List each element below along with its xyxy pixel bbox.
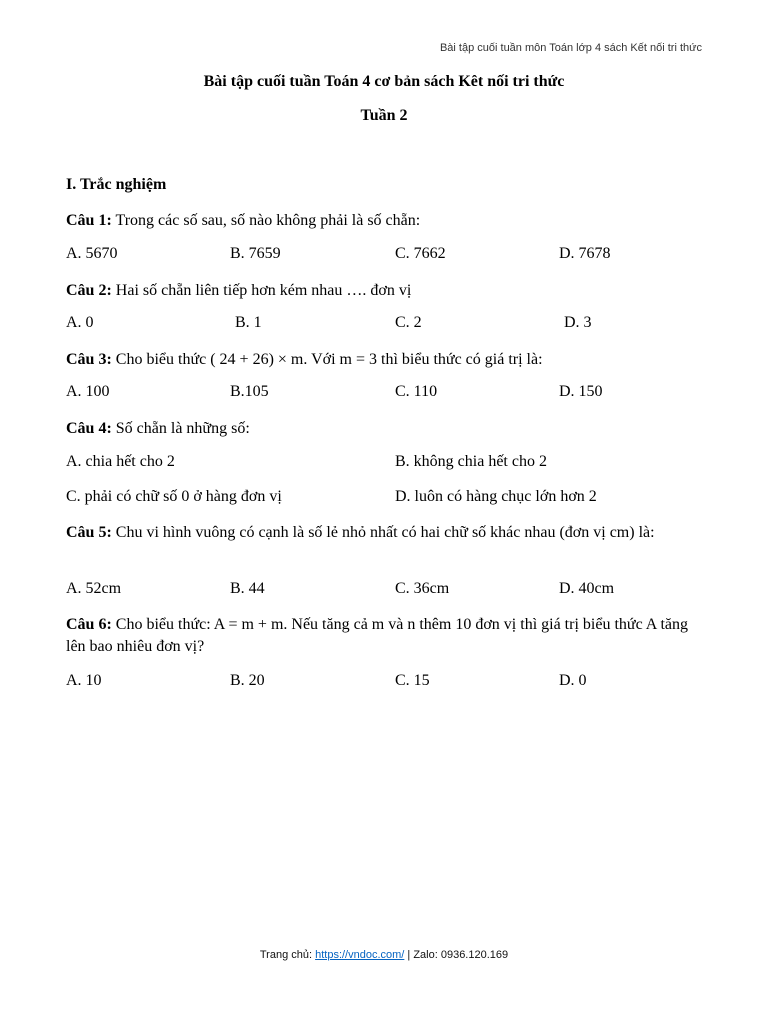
option-d: D. 150: [559, 383, 603, 400]
question-text: Hai số chẵn liên tiếp hơn kém nhau …. đơn vị: [111, 282, 412, 299]
question-text: Số chẵn là những số:: [111, 420, 250, 437]
option-b: B. 7659: [230, 245, 281, 262]
question-1: [66, 210, 706, 232]
option-a: A. 0: [66, 314, 94, 331]
question-text: Cho biểu thức: A = m + m. Nếu tăng cả m và n thêm 10 đơn vị thì giá trị biểu thức A tăng lên bao nhiêu đơn vị?: [66, 616, 688, 655]
question-4: [66, 418, 706, 440]
page-footer: [0, 949, 768, 961]
question-label: Câu 5:: [66, 524, 112, 541]
option-c: C. 7662: [395, 245, 446, 262]
question-6-options: [66, 672, 706, 694]
homepage-link[interactable]: https://vndoc.com/: [315, 949, 405, 961]
question-3-options: [66, 383, 706, 405]
document-subtitle: Tuần 2: [360, 107, 408, 124]
option-c: C. 15: [395, 672, 430, 689]
option-d: D. 0: [559, 672, 587, 689]
option-a: A. chia hết cho 2: [66, 453, 175, 470]
question-label: Câu 6:: [66, 616, 112, 633]
option-d: D. 3: [564, 314, 592, 331]
footer-prefix: Trang chủ:: [259, 949, 316, 961]
page-header: Bài tập cuối tuần môn Toán lớp 4 sách Kết nối tri thức: [439, 42, 702, 54]
question-2-options: [66, 314, 706, 336]
section-heading: I. Trắc nghiệm: [66, 176, 167, 193]
question-label: Câu 1:: [66, 212, 112, 229]
question-text: Cho biểu thức ( 24 + 26) × m. Với m = 3 thì biểu thức có giá trị là:: [111, 351, 543, 368]
question-5-options: [66, 580, 706, 602]
option-d: D. luôn có hàng chục lớn hơn 2: [395, 488, 597, 505]
option-b: B. không chia hết cho 2: [395, 453, 547, 470]
question-text: Trong các số sau, số nào không phải là số chẵn:: [111, 212, 421, 229]
option-d: D. 40cm: [559, 580, 615, 597]
option-a: A. 5670: [66, 245, 118, 262]
option-b: B. 1: [235, 314, 262, 331]
question-4-options-row-1: [66, 453, 706, 475]
question-3: [66, 349, 706, 371]
option-a: A. 10: [66, 672, 102, 689]
question-text: Chu vi hình vuông có cạnh là số lẻ nhỏ nhất có hai chữ số khác nhau (đơn vị cm) là:: [111, 524, 655, 541]
document-title: Bài tập cuối tuần Toán 4 cơ bản sách Kêt nối tri thức: [203, 73, 565, 90]
option-c: C. phải có chữ số 0 ở hàng đơn vị: [66, 488, 282, 505]
question-4-options-row-2: [66, 488, 706, 510]
question-label: Câu 4:: [66, 420, 112, 437]
option-c: C. 36cm: [395, 580, 450, 597]
option-c: C. 110: [395, 383, 438, 400]
option-b: B. 20: [230, 672, 265, 689]
option-b: B. 44: [230, 580, 265, 597]
option-a: A. 52cm: [66, 580, 122, 597]
option-b: B.105: [230, 383, 269, 400]
question-label: Câu 2:: [66, 282, 112, 299]
question-5: [66, 522, 706, 544]
question-6: [66, 614, 706, 658]
question-2: [66, 280, 706, 302]
question-1-options: [66, 245, 706, 267]
option-a: A. 100: [66, 383, 110, 400]
option-c: C. 2: [395, 314, 422, 331]
footer-contact: | Zalo: 0936.120.169: [404, 949, 509, 961]
question-label: Câu 3:: [66, 351, 112, 368]
option-d: D. 7678: [559, 245, 611, 262]
